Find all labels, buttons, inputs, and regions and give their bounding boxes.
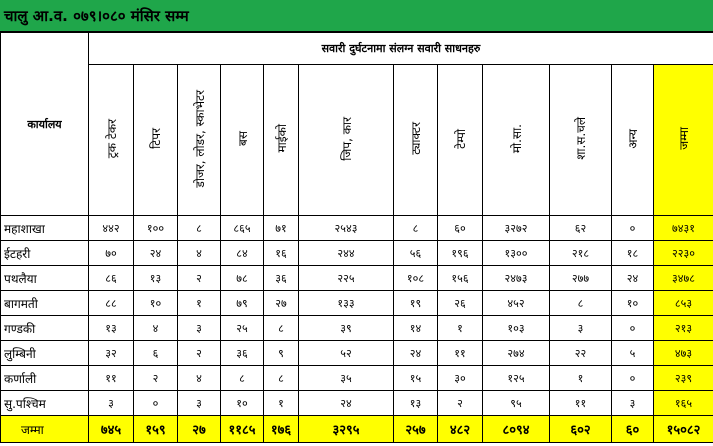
- total-cell: ८५३: [654, 291, 713, 316]
- value-cell: ८: [264, 366, 299, 391]
- grand-total-cell: ६०२: [550, 416, 612, 443]
- value-cell: १: [438, 316, 483, 341]
- value-cell: ८६५: [221, 216, 264, 241]
- value-cell: ८: [550, 291, 612, 316]
- value-cell: १०: [221, 391, 264, 416]
- value-cell: ५: [612, 341, 654, 366]
- value-cell: २४: [394, 341, 438, 366]
- table-row: [1, 241, 713, 266]
- value-cell: २४: [299, 391, 394, 416]
- office-column-header: कार्यालय: [1, 33, 89, 216]
- value-cell: ३९: [299, 316, 394, 341]
- grand-total-cell: २५७: [394, 416, 438, 443]
- value-cell: २४: [612, 266, 654, 291]
- value-cell: ०: [612, 366, 654, 391]
- value-cell: २५४३: [299, 216, 394, 241]
- value-cell: १००: [134, 216, 178, 241]
- grand-total-cell: १७६: [264, 416, 299, 443]
- office-cell: ईटहरी: [1, 241, 89, 266]
- grand-total-cell: ८०९४: [483, 416, 550, 443]
- value-cell: २६: [438, 291, 483, 316]
- grand-total-cell: ६०: [612, 416, 654, 443]
- value-cell: ०: [612, 316, 654, 341]
- value-cell: ७१: [264, 216, 299, 241]
- col-header-jeep-car: जिप, कार: [299, 65, 394, 216]
- office-cell: गण्डकी: [1, 316, 89, 341]
- value-cell: २१८: [550, 241, 612, 266]
- value-cell: १: [264, 391, 299, 416]
- value-cell: ३: [89, 391, 134, 416]
- col-header-tipper: टिपर: [134, 65, 178, 216]
- col-header-tractor: ट्याक्टर: [394, 65, 438, 216]
- value-cell: २७७: [550, 266, 612, 291]
- value-cell: ८६: [89, 266, 134, 291]
- table-row: [1, 216, 713, 241]
- value-cell: ४४२: [89, 216, 134, 241]
- value-cell: २४७३: [483, 266, 550, 291]
- value-cell: ९: [264, 341, 299, 366]
- office-cell: कर्णाली: [1, 366, 89, 391]
- value-cell: ६०: [438, 216, 483, 241]
- col-header-other: अन्य: [612, 65, 654, 216]
- value-cell: १९: [394, 291, 438, 316]
- value-cell: १: [550, 366, 612, 391]
- value-cell: ३०: [438, 366, 483, 391]
- value-cell: ११: [550, 391, 612, 416]
- value-cell: ४: [178, 241, 221, 266]
- col-header-dozer-loader: डोजर, लोडर, स्काभेटर: [178, 65, 221, 216]
- value-cell: १५६: [438, 266, 483, 291]
- value-cell: ६: [134, 341, 178, 366]
- value-cell: ८८: [89, 291, 134, 316]
- value-cell: १८: [612, 241, 654, 266]
- value-cell: ८: [394, 216, 438, 241]
- office-cell: पथलैया: [1, 266, 89, 291]
- value-cell: ११: [438, 341, 483, 366]
- value-cell: १३: [89, 316, 134, 341]
- value-cell: ८: [178, 216, 221, 241]
- value-cell: २२५: [299, 266, 394, 291]
- value-cell: १२५: [483, 366, 550, 391]
- value-cell: १३००: [483, 241, 550, 266]
- total-cell: २१३: [654, 316, 713, 341]
- value-cell: १६: [264, 241, 299, 266]
- value-cell: ३: [178, 391, 221, 416]
- total-cell: २२३०: [654, 241, 713, 266]
- table-row: [1, 266, 713, 291]
- grand-total-cell: २७: [178, 416, 221, 443]
- value-cell: ३२: [89, 341, 134, 366]
- value-cell: ७९: [221, 291, 264, 316]
- col-header-driver-license: शा.स.चले: [550, 65, 612, 216]
- value-cell: १४: [394, 316, 438, 341]
- value-cell: ७८: [221, 266, 264, 291]
- total-cell: ३४७८: [654, 266, 713, 291]
- value-cell: ३५: [299, 366, 394, 391]
- office-cell: बागमती: [1, 291, 89, 316]
- value-cell: १०: [134, 291, 178, 316]
- value-cell: ११: [89, 366, 134, 391]
- value-cell: ४: [178, 366, 221, 391]
- col-header-tempo: टेम्पो: [438, 65, 483, 216]
- total-cell: ४७३: [654, 341, 713, 366]
- value-cell: ७०: [89, 241, 134, 266]
- value-cell: १०३: [483, 316, 550, 341]
- total-cell: १६५: [654, 391, 713, 416]
- value-cell: ८: [221, 366, 264, 391]
- value-cell: ८: [264, 316, 299, 341]
- value-cell: १३३: [299, 291, 394, 316]
- table-row: [1, 291, 713, 316]
- value-cell: १३: [394, 391, 438, 416]
- office-cell: लुम्बिनी: [1, 341, 89, 366]
- grand-total-cell: ११८५: [221, 416, 264, 443]
- office-cell: महाशाखा: [1, 216, 89, 241]
- value-cell: २४: [134, 241, 178, 266]
- value-cell: ३: [178, 316, 221, 341]
- value-cell: २: [178, 341, 221, 366]
- value-cell: २: [134, 366, 178, 391]
- grand-total-cell: १५०८२: [654, 416, 713, 443]
- report-title: चालु आ.व. ०७९।०८० मंसिर सम्म: [0, 0, 713, 32]
- value-cell: १३: [134, 266, 178, 291]
- col-header-total: जम्मा: [654, 65, 713, 216]
- value-cell: ८४: [221, 241, 264, 266]
- grand-total-cell: ३२९५: [299, 416, 394, 443]
- grand-total-cell: ४८२: [438, 416, 483, 443]
- value-cell: ५२: [299, 341, 394, 366]
- col-header-bus: बस: [221, 65, 264, 216]
- grand-total-row: [1, 416, 713, 443]
- value-cell: १९६: [438, 241, 483, 266]
- value-cell: २: [438, 391, 483, 416]
- value-cell: १०: [612, 291, 654, 316]
- office-cell: सु.पश्चिम: [1, 391, 89, 416]
- group-header: सवारी दुर्घटनामा संलग्न सवारी साधनहरु: [89, 33, 713, 65]
- value-cell: ३६: [221, 341, 264, 366]
- value-cell: २७: [264, 291, 299, 316]
- value-cell: ०: [612, 216, 654, 241]
- value-cell: २४४: [299, 241, 394, 266]
- table-row: [1, 341, 713, 366]
- value-cell: ३२७२: [483, 216, 550, 241]
- grand-total-cell: ७४५: [89, 416, 134, 443]
- table-row: [1, 316, 713, 341]
- col-header-truck-tanker: ट्रक टेकर: [89, 65, 134, 216]
- value-cell: २२: [550, 341, 612, 366]
- value-cell: १: [178, 291, 221, 316]
- value-cell: ९५: [483, 391, 550, 416]
- value-cell: ५६: [394, 241, 438, 266]
- value-cell: २७४: [483, 341, 550, 366]
- value-cell: १०८: [394, 266, 438, 291]
- table-row: [1, 391, 713, 416]
- value-cell: २५: [221, 316, 264, 341]
- value-cell: ३: [550, 316, 612, 341]
- col-header-motorcycle: मो.सा.: [483, 65, 550, 216]
- grand-total-cell: १५९: [134, 416, 178, 443]
- col-header-micro: माईको: [264, 65, 299, 216]
- total-cell: २३९: [654, 366, 713, 391]
- value-cell: २: [178, 266, 221, 291]
- value-cell: ३: [612, 391, 654, 416]
- vehicle-accident-table: [0, 32, 713, 443]
- table-row: [1, 366, 713, 391]
- value-cell: १५: [394, 366, 438, 391]
- value-cell: ३६: [264, 266, 299, 291]
- grand-total-label: जम्मा: [1, 416, 89, 443]
- value-cell: ०: [134, 391, 178, 416]
- value-cell: ४: [134, 316, 178, 341]
- value-cell: ६२: [550, 216, 612, 241]
- value-cell: ४५२: [483, 291, 550, 316]
- total-cell: ७४३१: [654, 216, 713, 241]
